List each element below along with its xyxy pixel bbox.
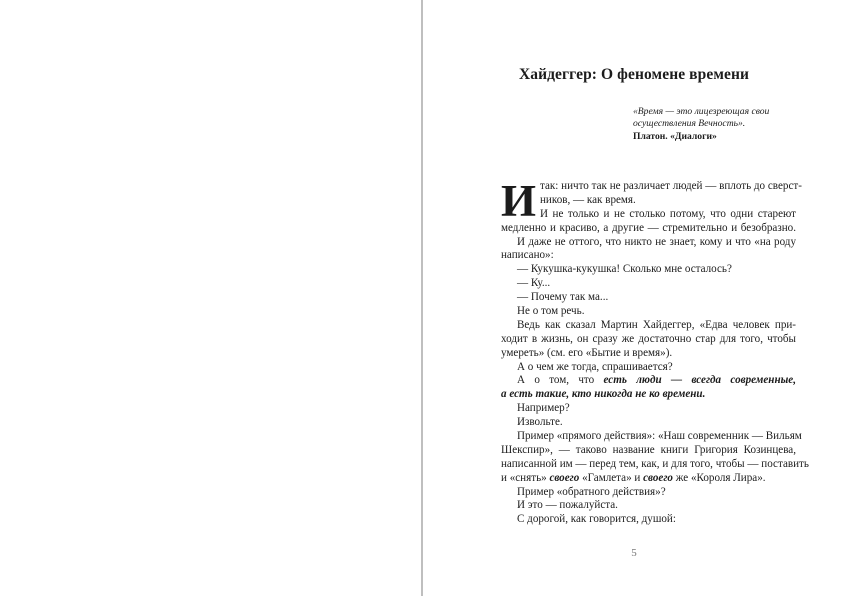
- right-page: [423, 0, 845, 596]
- emphasis-text: есть люди — всегда современные,: [603, 374, 797, 387]
- emphasis-text-line: а есть такие, кто никогда не ко времени.: [501, 388, 706, 401]
- chapter-title: Хайдеггер: О феномене времени: [518, 66, 750, 83]
- text-line: С дорогой, как говорится, душой:: [517, 513, 676, 526]
- text-line: Ведь как сказал Мартин Хайдеггер, «Едва человек при-: [517, 318, 796, 331]
- text-line: так: ничто так не различает людей — вплоть до сверст-: [540, 180, 802, 192]
- text-fragment: же «Короля Лира».: [672, 471, 766, 484]
- text-line: Пример «обратного действия»?: [517, 485, 666, 498]
- text-line: написанной им — перед тем, как, и для того, чтобы — поставить: [501, 457, 809, 470]
- text-fragment: и «снять»: [501, 471, 550, 484]
- text-line: Пример «прямого действия»: «Наш современник — Вильям: [517, 430, 802, 443]
- text-line: Не о том речь.: [517, 305, 585, 318]
- text-line: Шекспир», — таково название книги Григория Козинцева,: [501, 443, 796, 456]
- emphasis-text: своего: [643, 471, 673, 484]
- epigraph-quote-line-2: осуществления Вечность».: [633, 118, 746, 130]
- page-number: 5: [631, 547, 637, 559]
- text-line: И даже не оттого, что никто не знает, кому и что «на роду: [517, 235, 796, 248]
- text-line: Извольте.: [517, 416, 563, 429]
- text-line: [501, 374, 796, 388]
- text-line: написано»:: [501, 249, 554, 262]
- text-line: И не только и не столько потому, что одни стареют: [540, 207, 796, 220]
- text-line: умереть» (см. его «Бытие и время»).: [501, 346, 673, 359]
- text-line: И это — пожалуйста.: [517, 499, 618, 512]
- epigraph-source: Платон. «Диалоги»: [633, 130, 717, 142]
- text-line: — Кукушка-кукушка! Сколько мне осталось?: [517, 263, 732, 276]
- drop-cap-letter: И: [501, 176, 537, 226]
- text-line: Например?: [517, 402, 570, 415]
- text-fragment: «Гамлета» и: [579, 471, 644, 484]
- chapter-body-text: [501, 176, 809, 527]
- emphasis-text: своего: [549, 471, 580, 484]
- epigraph: [633, 106, 823, 143]
- text-fragment: А о том, что: [517, 374, 604, 387]
- left-page-blank: [0, 0, 421, 596]
- text-line: А о чем же тогда, спрашивается?: [517, 360, 673, 373]
- text-line: — Почему так ма...: [517, 291, 609, 304]
- text-line: [501, 472, 796, 486]
- text-line: ников, — как время.: [540, 193, 636, 206]
- text-line: — Ку...: [517, 277, 551, 290]
- epigraph-quote-line-1: «Время — это лицезреющая свои: [633, 106, 770, 117]
- text-line: ходит в жизнь, он сразу же достаточно стар для того, чтобы: [501, 332, 796, 345]
- text-line: медленно и красиво, а другие — стремительно и безобразно.: [501, 221, 796, 234]
